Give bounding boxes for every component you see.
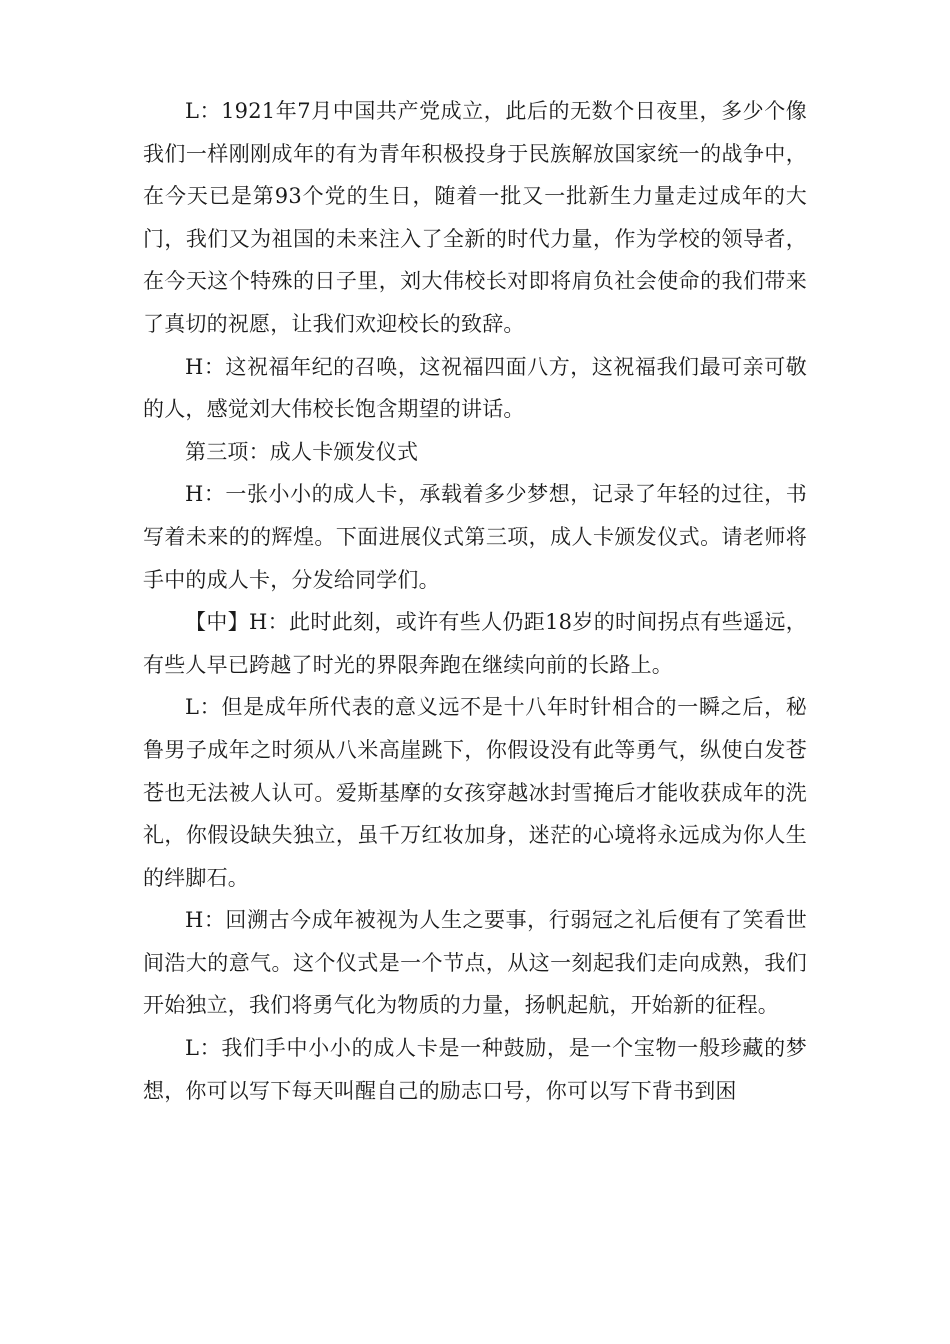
- paragraph-l-founding: L：1921年7月中国共产党成立，此后的无数个日夜里，多少个像我们一样刚刚成年的有为青年积极投身于民族解放国家统一的战争中，在今天已是第93个党的生日，随着一批又一批新生力量走过成年的大门，我们又为祖国的未来注入了全新的时代力量，作为学校的领导者，在今天这个特殊的日子里，刘大伟校长对即将肩负社会使命的我们带来了真切的祝愿，让我们欢迎校长的致辞。: [143, 99, 807, 336]
- paragraph-h-blessing: H：这祝福年纪的召唤，这祝福四面八方，这祝福我们最可亲可敬的人，感觉刘大伟校长饱含期望的讲话。: [143, 354, 807, 422]
- section-heading-item-three: 第三项：成人卡颁发仪式: [185, 439, 419, 464]
- paragraph-l-meaning: L：但是成年所代表的意义远不是十八年时针相合的一瞬之后，秘鲁男子成年之时须从八米高崖跳下，你假设没有此等勇气，纵使白发苍苍也无法被人认可。爱斯基摩的女孩穿越冰封雪掩后才能收获成年的洗礼，你假设缺失独立，虽千万红妆加身，迷茫的心境将永远成为你人生的绊脚石。: [143, 695, 807, 890]
- paragraph-l-card-dream: L：我们手中小小的成人卡是一种鼓励，是一个宝物一般珍藏的梦想，你可以写下每天叫醒自己的励志口号，你可以写下背书到困: [143, 1036, 807, 1103]
- paragraph-h-adult-card: H：一张小小的成人卡，承载着多少梦想，记录了年轻的过往，书写着未来的的辉煌。下面进展仪式第三项，成人卡颁发仪式。请老师将手中的成人卡，分发给同学们。: [143, 482, 807, 592]
- paragraph-zhong-h-moment: 【中】H：此时此刻，或许有些人仍距18岁的时间拐点有些遥远，有些人早已跨越了时光的界限奔跑在继续向前的长路上。: [143, 610, 807, 677]
- document-body: [143, 90, 807, 1112]
- paragraph-h-tradition: H：回溯古今成年被视为人生之要事，行弱冠之礼后便有了笑看世间浩大的意气。这个仪式是一个节点，从这一刻起我们走向成熟，我们开始独立，我们将勇气化为物质的力量，扬帆起航，开始新的征程。: [143, 908, 807, 1018]
